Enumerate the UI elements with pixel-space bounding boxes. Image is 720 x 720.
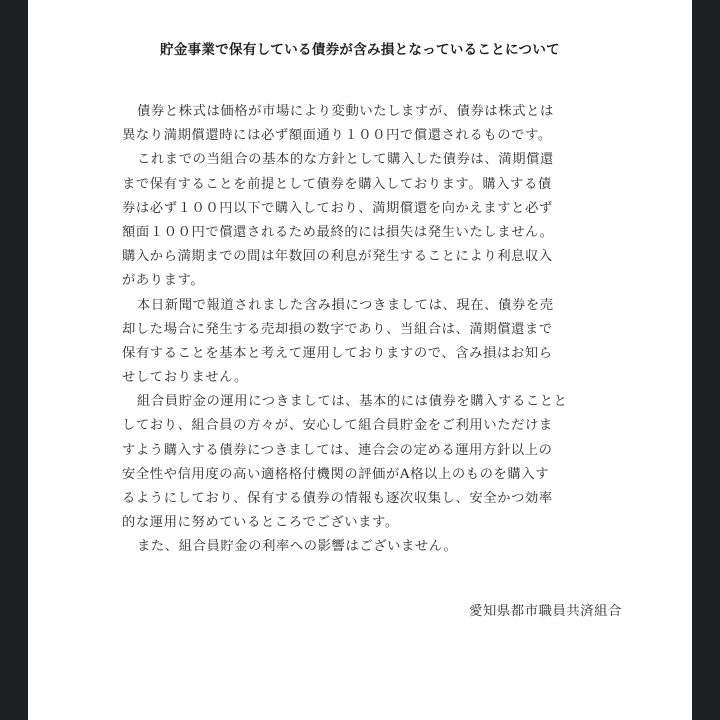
paragraph-line: があります。 xyxy=(122,273,205,289)
document-body xyxy=(122,100,602,560)
paragraph-line: 組合員貯金の運用につきましては、基本的には債券を購入することと xyxy=(137,394,568,410)
paragraph-4 xyxy=(122,390,602,535)
paragraph-line: 却した場合に発生する売却損の数字であり、当組合は、満期償還まで xyxy=(122,321,553,337)
paragraph-line: これまでの当組合の基本的な方針として購入した債券は、満期償還 xyxy=(137,152,554,168)
paragraph-line: るようにしており、保有する債券の情報も逐次収集し、安全かつ効率 xyxy=(122,491,553,506)
paragraph-line: まで保有することを前提として債券を購入しております。購入する債 xyxy=(122,176,552,192)
paragraph-line: しており、組合員の方々が、安心して組合員貯金をご利用いただけま xyxy=(122,418,553,434)
document-title: 貯金事業で保有している債券が含み損となっていることについて xyxy=(160,42,560,58)
paragraph-line: 購入から満期までの間は年数回の利息が発生することにより利息収入 xyxy=(122,249,553,265)
paragraph-line: 券は必ず１００円以下で購入しており、満期償還を向かえますと必ず xyxy=(122,200,553,216)
paragraph-line: 本日新聞で報道されました含み損につきましては、現在、債券を売 xyxy=(137,297,554,313)
paragraph-line: 保有することを基本と考えて運用しておりますので、含み損はお知ら xyxy=(122,345,553,361)
paragraph-line: 異なり満期償還時には必ず額面通り１００円で償還されるものです。 xyxy=(122,128,552,144)
paragraph-5 xyxy=(122,535,602,559)
paragraph-3 xyxy=(122,294,602,391)
paragraph-line: 安全性や信用度の高い適格格付機関の評価がA格以上のものを購入す xyxy=(122,466,550,482)
document-page xyxy=(28,0,692,720)
paragraph-line: せしておりません。 xyxy=(122,370,248,386)
paragraph-1 xyxy=(122,100,602,148)
paragraph-line: すよう購入する債券につきましては、連合会の定める運用方針以上の xyxy=(122,442,553,458)
signature: 愛知県都市職員共済組合 xyxy=(469,604,622,619)
paragraph-2 xyxy=(122,148,602,293)
paragraph-line: また、組合員貯金の利率への影響はございません。 xyxy=(137,539,458,555)
paragraph-line: 的な運用に努めているところでございます。 xyxy=(122,515,399,531)
paragraph-line: 債券と株式は価格が市場により変動いたしますが、債券は株式とは xyxy=(137,104,554,119)
paragraph-line: 額面１００円で償還されるため最終的には損失は発生いたしません。 xyxy=(122,224,554,240)
